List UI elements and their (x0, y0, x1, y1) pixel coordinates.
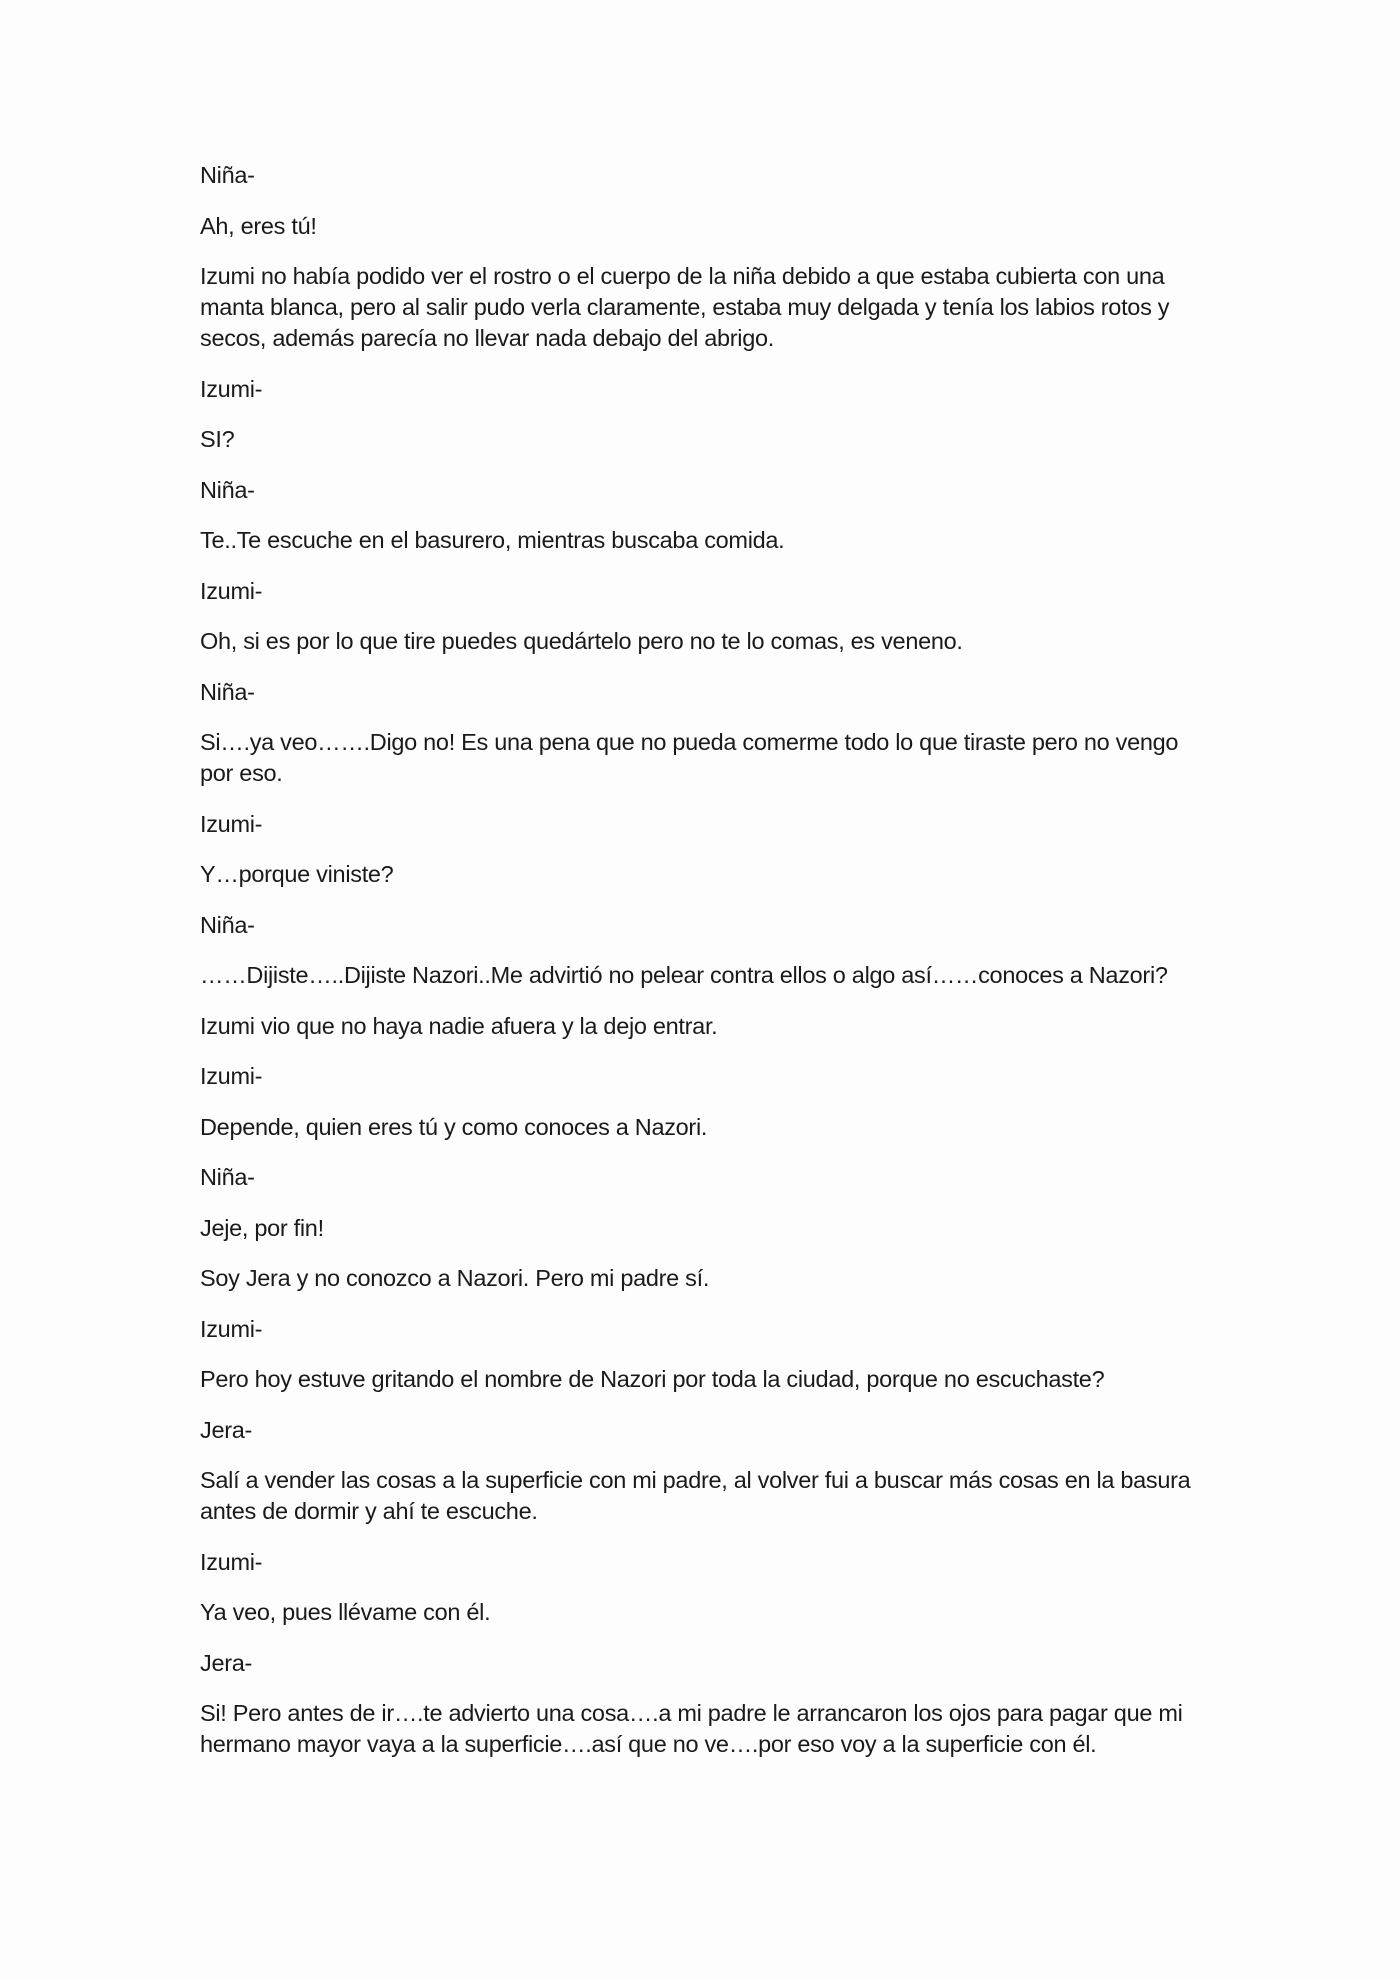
dialogue-line: Si! Pero antes de ir….te advierto una cosa….a mi padre le arrancaron los ojos para pagar que mi hermano mayor vaya a la superficie….así que no ve….por eso voy a la superficie con él. (200, 1700, 1183, 1757)
narration-paragraph: Izumi no había podido ver el rostro o el cuerpo de la niña debido a que estaba cubierta con una manta blanca, pero al salir pudo verla claramente, estaba muy delgada y tenía los labios rotos y secos, además parecía no llevar nada debajo del abrigo. (200, 263, 1170, 351)
dialogue-line: Te..Te escuche en el basurero, mientras buscaba comida. (200, 527, 785, 553)
speaker-label: Niña- (200, 162, 255, 188)
dialogue-line: Y…porque viniste? (200, 861, 394, 887)
speaker-label: Izumi- (200, 810, 263, 837)
dialogue-line: ……Dijiste…..Dijiste Nazori..Me advirtió no pelear contra ellos o algo así……conoces a Nazori? (200, 962, 1168, 988)
dialogue-line: Depende, quien eres tú y como conoces a Nazori. (200, 1113, 708, 1140)
speaker-label: Izumi- (200, 577, 263, 604)
dialogue-line: Si….ya veo…….Digo no! Es una pena que no pueda comerme todo lo que tiraste pero no vengo por eso. (200, 729, 1179, 786)
speaker-label: Jera- (200, 1416, 253, 1443)
speaker-label: Niña- (200, 678, 255, 705)
speaker-label: Izumi- (200, 1063, 263, 1089)
dialogue-line: Ah, eres tú! (200, 212, 317, 239)
dialogue-line: Jeje, por fin! (200, 1214, 324, 1241)
speaker-label: Niña- (200, 1164, 255, 1190)
speaker-label: Izumi- (200, 375, 263, 402)
dialogue-line: SI? (200, 426, 235, 452)
document-body (200, 160, 1210, 1780)
speaker-label: Niña- (200, 911, 255, 938)
speaker-label: Jera- (200, 1649, 253, 1676)
dialogue-line: Ya veo, pues llévame con él. (200, 1599, 491, 1625)
speaker-label: Izumi- (200, 1315, 263, 1342)
dialogue-line: Soy Jera y no conozco a Nazori. Pero mi padre sí. (200, 1265, 710, 1291)
narration-paragraph: Izumi vio que no haya nadie afuera y la dejo entrar. (200, 1012, 718, 1039)
dialogue-line: Pero hoy estuve gritando el nombre de Nazori por toda la ciudad, porque no escuchaste? (200, 1366, 1105, 1392)
dialogue-line: Salí a vender las cosas a la superficie con mi padre, al volver fui a buscar más cosas en la basura antes de dormir y ahí te escuche. (200, 1467, 1191, 1524)
dialogue-line: Oh, si es por lo que tire puedes quedártelo pero no te lo comas, es veneno. (200, 628, 963, 654)
speaker-label: Izumi- (200, 1548, 263, 1575)
speaker-label: Niña- (200, 476, 255, 503)
